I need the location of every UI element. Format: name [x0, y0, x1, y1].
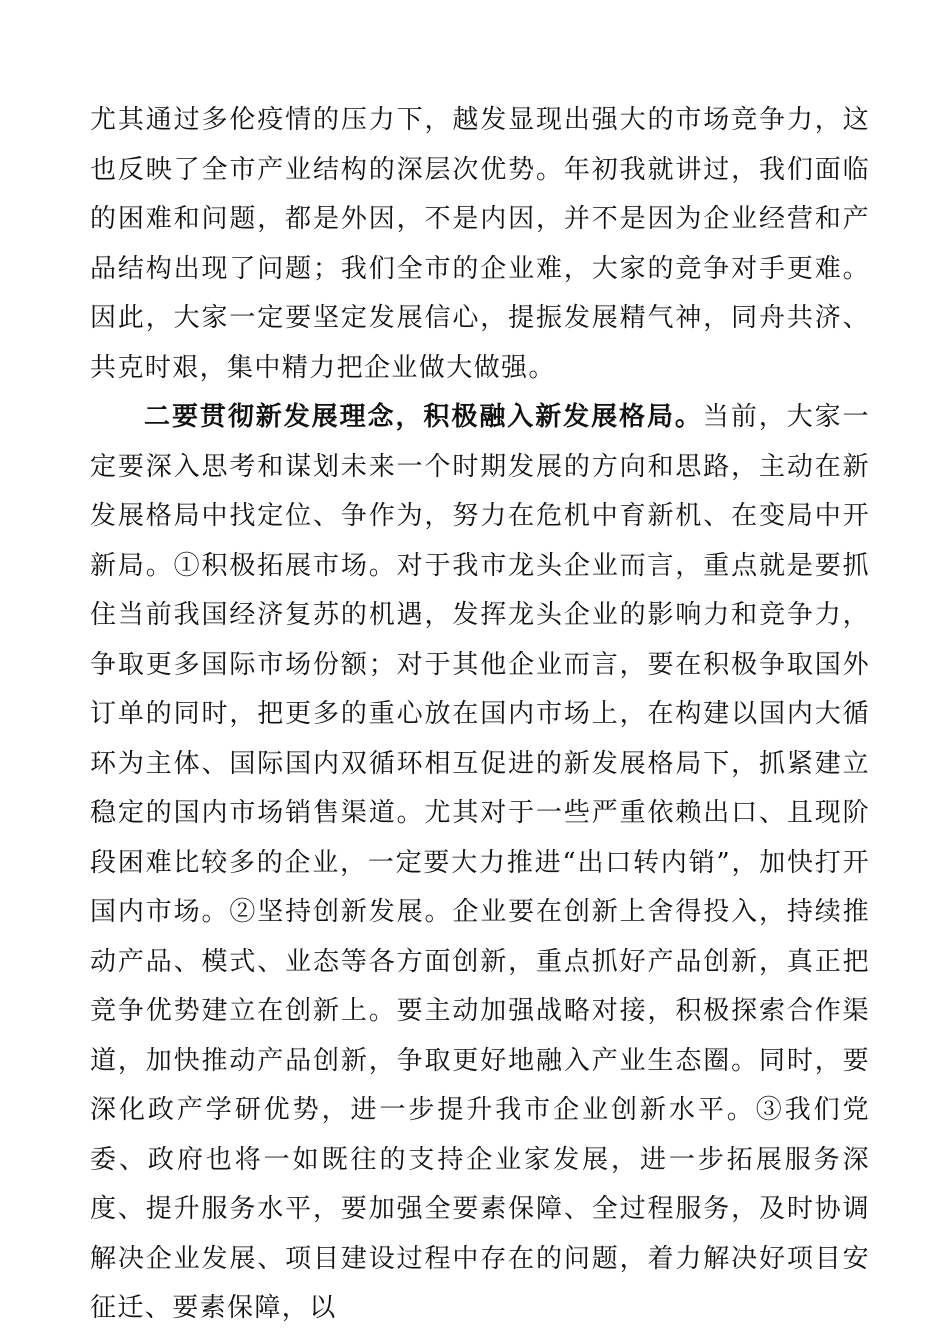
paragraph-continued: 尤其通过多伦疫情的压力下，越发显现出强大的市场竞争力，这也反映了全市产业结构的深层次优势。年初我就讲过，我们面临的困难和问题，都是外因，不是内因，并不是因为企业经营和产品结构出现了问题；我们全市的企业难，大家的竞争对手更难。因此，大家一定要坚定发展信心，提振发展精气神，同舟共济、共克时艰，集中精力把企业做大做强。	[90, 105, 870, 383]
paragraph-section-two	[90, 393, 870, 1334]
section-heading-bold: 二要贯彻新发展理念，积极融入新发展格局。	[144, 402, 703, 432]
document-body	[90, 96, 870, 1334]
section-body-text: 当前，大家一定要深入思考和谋划未来一个时期发展的方向和思路，主动在新发展格局中找定位、争作为，努力在危机中育新机、在变局中开新局。①积极拓展市场。对于我市龙头企业而言，重点就是要抓住当前我国经济复苏的机遇，发挥龙头企业的影响力和竞争力，争取更多国际市场份额；对于其他企业而言，要在积极争取国外订单的同时，把更多的重心放在国内市场上，在构建以国内大循环为主体、国际国内双循环相互促进的新发展格局下，抓紧建立稳定的国内市场销售渠道。尤其对于一些严重依赖出口、且现阶段困难比较多的企业，一定要大力推进“出口转内销”，加快打开国内市场。②坚持创新发展。企业要在创新上舍得投入，持续推动产品、模式、业态等各方面创新，重点抓好产品创新，真正把竞争优势建立在创新上。要主动加强战略对接，积极探索合作渠道，加快推动产品创新，争取更好地融入产业生态圈。同时，要深化政产学研优势，进一步提升我市企业创新水平。③我们党委、政府也将一如既往的支持企业家发展，进一步拓展服务深度、提升服务水平，要加强全要素保障、全过程服务，及时协调解决企业发展、项目建设过程中存在的问题，着力解决好项目安征迁、要素保障，以	[90, 402, 870, 1323]
